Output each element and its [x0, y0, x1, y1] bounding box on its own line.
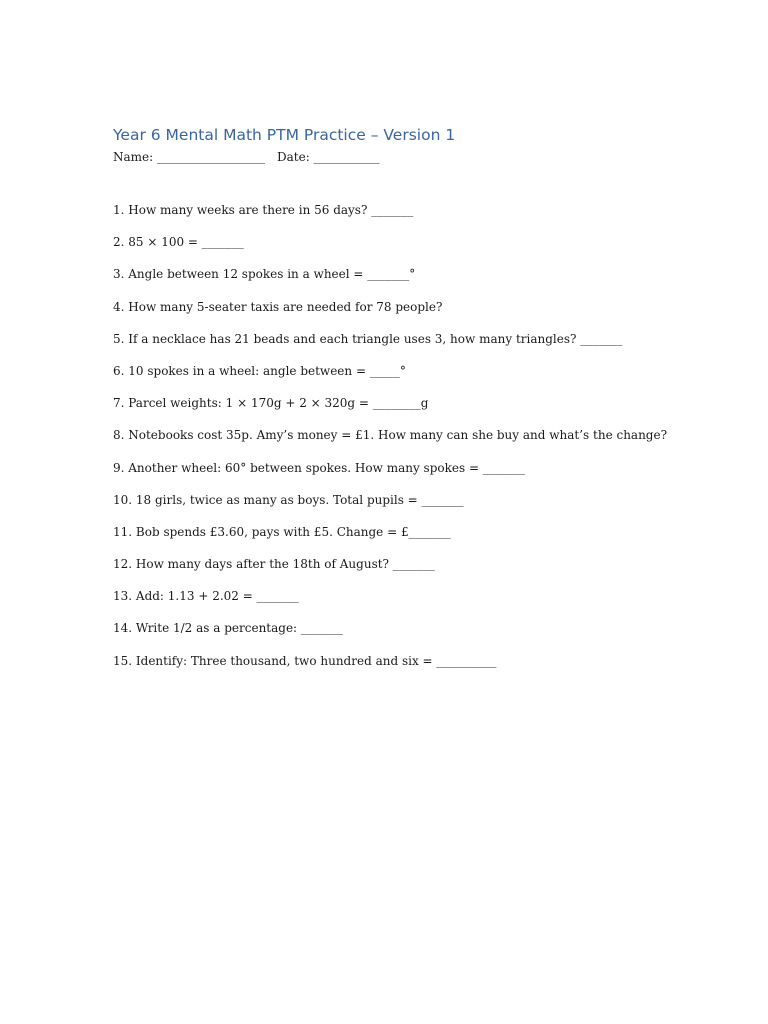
question-item: 6. 10 spokes in a wheel: angle between = _____°: [113, 363, 406, 378]
question-item: 5. If a necklace has 21 beads and each triangle uses 3, how many triangles? _______: [113, 331, 623, 346]
question-item: 9. Another wheel: 60° between spokes. How many spokes = _______: [113, 460, 525, 475]
question-item: 12. How many days after the 18th of August? _______: [113, 557, 435, 572]
worksheet-title: Year 6 Mental Math PTM Practice – Version 1: [113, 126, 456, 144]
date-field-label: Date: ___________: [277, 150, 380, 164]
question-item: 13. Add: 1.13 + 2.02 = _______: [113, 589, 299, 604]
question-item: 10. 18 girls, twice as many as boys. Total pupils = _______: [113, 492, 464, 507]
worksheet-page: [113, 124, 733, 668]
question-item: 3. Angle between 12 spokes in a wheel = _______°: [113, 267, 416, 282]
name-date-line: [113, 149, 733, 165]
question-item: 4. How many 5-seater taxis are needed for 78 people?: [113, 299, 443, 314]
question-item: 8. Notebooks cost 35p. Amy’s money = £1. How many can she buy and what’s the change?: [113, 428, 668, 443]
question-item: 2. 85 × 100 = _______: [113, 235, 244, 250]
question-item: 15. Identify: Three thousand, two hundred and six = __________: [113, 653, 497, 668]
question-list: [113, 202, 667, 685]
question-item: 14. Write 1/2 as a percentage: _______: [113, 621, 343, 636]
name-field-label: Name: __________________: [113, 150, 265, 164]
question-item: 1. How many weeks are there in 56 days? _______: [113, 203, 414, 217]
question-item: 7. Parcel weights: 1 × 170g + 2 × 320g = ________g: [113, 396, 429, 411]
question-item: 11. Bob spends £3.60, pays with £5. Change = £_______: [113, 524, 451, 539]
